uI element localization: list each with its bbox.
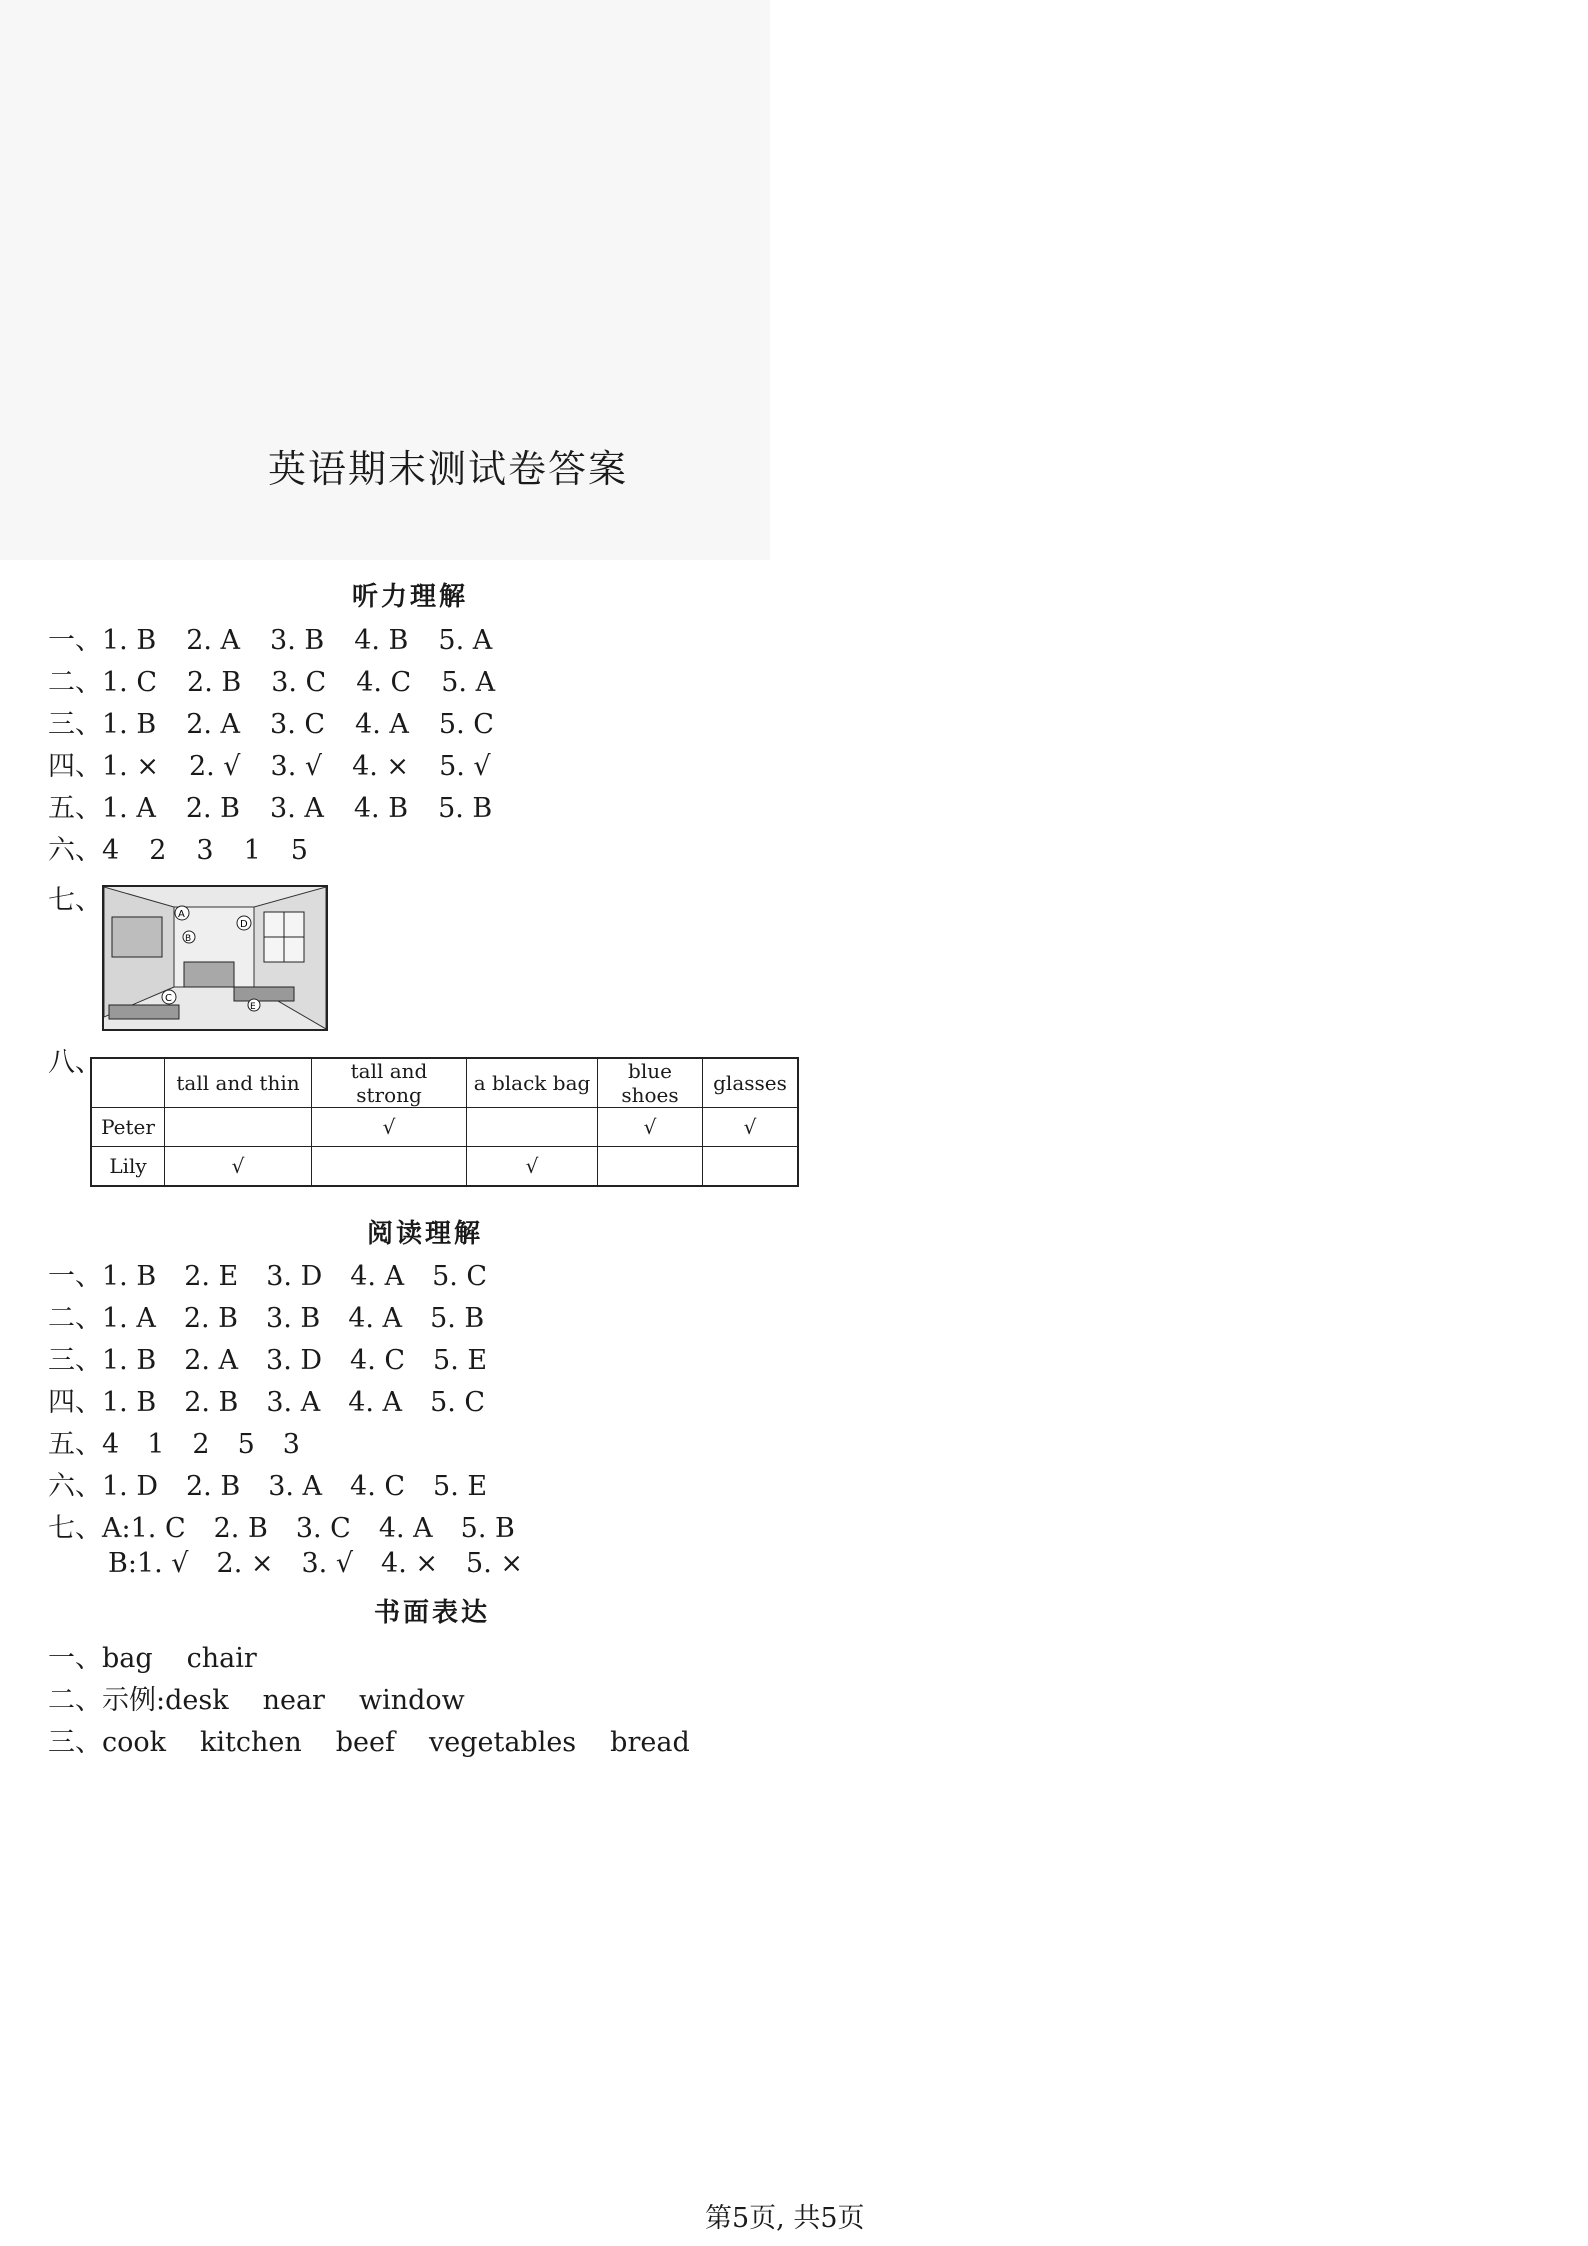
answer-item: 5. C <box>438 709 494 740</box>
answer-item: 5 <box>290 835 308 866</box>
answer-item: 5. A <box>438 625 493 656</box>
answer-prefix: 五、 <box>48 1429 102 1460</box>
answer-item: 1. A <box>102 793 156 824</box>
answer-item: 2. A <box>184 1345 239 1376</box>
table-row <box>91 1108 798 1147</box>
answer-prefix: 四、 <box>48 751 102 782</box>
answer-line <box>48 828 338 867</box>
answer-line <box>48 1380 513 1419</box>
table-cell: √ <box>312 1108 467 1147</box>
table-header-cell: glasses <box>703 1058 799 1108</box>
answer-item: 3. A <box>270 793 324 824</box>
answer-item: 2. × <box>216 1548 274 1579</box>
answer-item: 3. A <box>266 1387 321 1418</box>
answer-line <box>48 1296 512 1335</box>
table-cell: √ <box>703 1108 799 1147</box>
answer-prefix: 三、 <box>48 1727 102 1758</box>
answer-item: 2. A <box>186 625 241 656</box>
answer-item: chair <box>186 1643 257 1674</box>
answer-item: 1. √ <box>136 1548 189 1579</box>
table-row-label: Lily <box>91 1147 165 1187</box>
answer-line <box>48 1254 515 1293</box>
table-cell <box>165 1108 312 1147</box>
listening-q8-prefix: 八、 <box>48 1047 102 1078</box>
answer-prefix: B: <box>108 1548 137 1579</box>
table-cell <box>467 1108 598 1147</box>
page-title: 英语期末测试卷答案 <box>268 447 629 491</box>
answer-item: 1. × <box>102 751 159 782</box>
answer-item: beef <box>335 1727 395 1758</box>
answer-item: 3. √ <box>301 1548 354 1579</box>
answer-item: 4. A <box>378 1513 433 1544</box>
answer-line <box>48 1678 499 1717</box>
classroom-picture <box>102 885 328 1031</box>
answer-item: 1 <box>243 835 261 866</box>
answer-prefix: 六、 <box>48 1471 102 1502</box>
answer-line <box>48 1338 515 1377</box>
answer-item: 3. B <box>266 1303 321 1334</box>
table-row <box>91 1147 798 1187</box>
answer-prefix: 七、A: <box>48 1513 131 1544</box>
answer-item: 4. B <box>353 793 409 824</box>
table-header-cell <box>91 1058 165 1108</box>
answer-item: 2. B <box>183 1303 239 1334</box>
answer-item: 3 <box>282 1429 300 1460</box>
answer-prefix: 五、 <box>48 793 102 824</box>
answer-line <box>48 786 522 825</box>
answer-item: 1. B <box>102 1387 157 1418</box>
answer-prefix: 二、 <box>48 1303 102 1334</box>
answer-item: 5 <box>237 1429 255 1460</box>
pic-label-a: A <box>178 909 185 920</box>
table-cell <box>598 1147 703 1187</box>
answer-item: 3. D <box>266 1261 323 1292</box>
pic-label-c: C <box>165 993 172 1004</box>
table-cell: √ <box>598 1108 703 1147</box>
answer-line <box>48 1720 724 1759</box>
answer-item: 4. C <box>350 1471 406 1502</box>
answer-prefix: 二、 <box>48 667 102 698</box>
answer-line <box>48 744 521 783</box>
answer-item: 1. C <box>102 667 158 698</box>
answer-line <box>48 1636 291 1675</box>
table-cell: √ <box>467 1147 598 1187</box>
answer-prefix: 一、 <box>48 1643 102 1674</box>
table-header-cell: tall and thin <box>165 1058 312 1108</box>
table-header-cell: blue shoes <box>598 1058 703 1108</box>
answer-item: 4. C <box>350 1345 406 1376</box>
table-header-row <box>91 1058 798 1108</box>
answer-item: 4. A <box>348 1387 403 1418</box>
answer-line <box>48 660 525 699</box>
answer-item: desk <box>165 1685 229 1716</box>
answer-item: 4. C <box>356 667 412 698</box>
answer-item: near <box>262 1685 325 1716</box>
answer-item: 3. C <box>295 1513 351 1544</box>
table-header-cell: tall and strong <box>312 1058 467 1108</box>
pic-label-d: D <box>240 919 248 930</box>
section-heading-writing: 书面表达 <box>374 1598 491 1628</box>
table-header-cell: a black bag <box>467 1058 598 1108</box>
answer-item: 1. B <box>102 1261 157 1292</box>
answer-item: 2 <box>149 835 167 866</box>
pic-label-e: E <box>250 1002 256 1012</box>
answer-item: 3. B <box>270 625 325 656</box>
answer-item: 5. B <box>430 1303 485 1334</box>
table-row-label: Peter <box>91 1108 165 1147</box>
answer-item: 4. × <box>352 751 410 782</box>
answer-item: 2 <box>192 1429 210 1460</box>
answer-line <box>48 1422 328 1461</box>
answer-item: 4 <box>102 835 120 866</box>
answer-item: 1. C <box>130 1513 186 1544</box>
answer-prefix: 四、 <box>48 1387 102 1418</box>
answer-prefix: 六、 <box>48 835 102 866</box>
answer-item: 2. A <box>186 709 241 740</box>
answer-item: 1 <box>147 1429 165 1460</box>
answer-item: bread <box>610 1727 690 1758</box>
page-footer: 第5页, 共5页 <box>705 2203 865 2234</box>
answer-item: 4. B <box>354 625 409 656</box>
answer-item: 3. A <box>268 1471 323 1502</box>
answer-prefix: 一、 <box>48 1261 102 1292</box>
table-cell <box>312 1147 467 1187</box>
answer-prefix: 一、 <box>48 625 102 656</box>
answer-item: 2. √ <box>188 751 241 782</box>
answer-item: vegetables <box>428 1727 577 1758</box>
answer-item: 5. A <box>441 667 496 698</box>
pic-label-b: B <box>185 934 192 944</box>
answer-prefix: 二、示例: <box>48 1685 166 1716</box>
appearance-table <box>90 1057 799 1187</box>
answer-item: 1. B <box>102 625 157 656</box>
answer-item: 5. √ <box>439 751 491 782</box>
answer-item: window <box>358 1685 465 1716</box>
answer-line <box>48 618 522 657</box>
answer-prefix: 三、 <box>48 1345 102 1376</box>
answer-item: 4. A <box>348 1303 403 1334</box>
answer-item: 5. B <box>460 1513 515 1544</box>
answer-item: 2. B <box>186 1471 241 1502</box>
answer-item: 2. B <box>213 1513 268 1544</box>
table-cell: √ <box>165 1147 312 1187</box>
answer-item: 4. × <box>381 1548 439 1579</box>
answer-item: 3. √ <box>270 751 323 782</box>
answer-item: 4. A <box>355 709 409 740</box>
table-cell <box>703 1147 799 1187</box>
answer-item: 5. C <box>430 1387 486 1418</box>
answer-item: 3. C <box>270 709 326 740</box>
answer-item: 5. × <box>466 1548 523 1579</box>
answer-line <box>48 702 524 741</box>
answer-item: 4 <box>102 1429 120 1460</box>
answer-item: 5. E <box>433 1471 488 1502</box>
answer-item: 3. D <box>266 1345 323 1376</box>
answer-item: 1. B <box>102 709 157 740</box>
answer-item: kitchen <box>200 1727 302 1758</box>
answer-item: 4. A <box>350 1261 405 1292</box>
answer-item: 2. E <box>184 1261 239 1292</box>
answer-item: 3 <box>196 835 214 866</box>
answer-line <box>48 1506 543 1545</box>
answer-item: 2. B <box>185 793 241 824</box>
answer-line <box>48 1464 515 1503</box>
listening-q7-prefix: 七、 <box>48 885 102 916</box>
answer-item: 5. E <box>433 1345 488 1376</box>
answer-item: 3. C <box>271 667 327 698</box>
answer-item: 2. B <box>184 1387 239 1418</box>
classroom-illustration <box>104 887 326 1029</box>
answer-item: 1. A <box>102 1303 156 1334</box>
answer-prefix: 三、 <box>48 709 102 740</box>
answer-item: bag <box>102 1643 153 1674</box>
section-heading-listening: 听力理解 <box>352 582 469 612</box>
answer-line <box>108 1548 551 1579</box>
answer-item: 2. B <box>187 667 242 698</box>
answer-item: 1. B <box>102 1345 157 1376</box>
section-heading-reading: 阅读理解 <box>367 1219 484 1249</box>
answer-item: 5. C <box>432 1261 488 1292</box>
answer-item: 1. D <box>102 1471 158 1502</box>
answer-item: 5. B <box>438 793 493 824</box>
answer-item: cook <box>102 1727 166 1758</box>
